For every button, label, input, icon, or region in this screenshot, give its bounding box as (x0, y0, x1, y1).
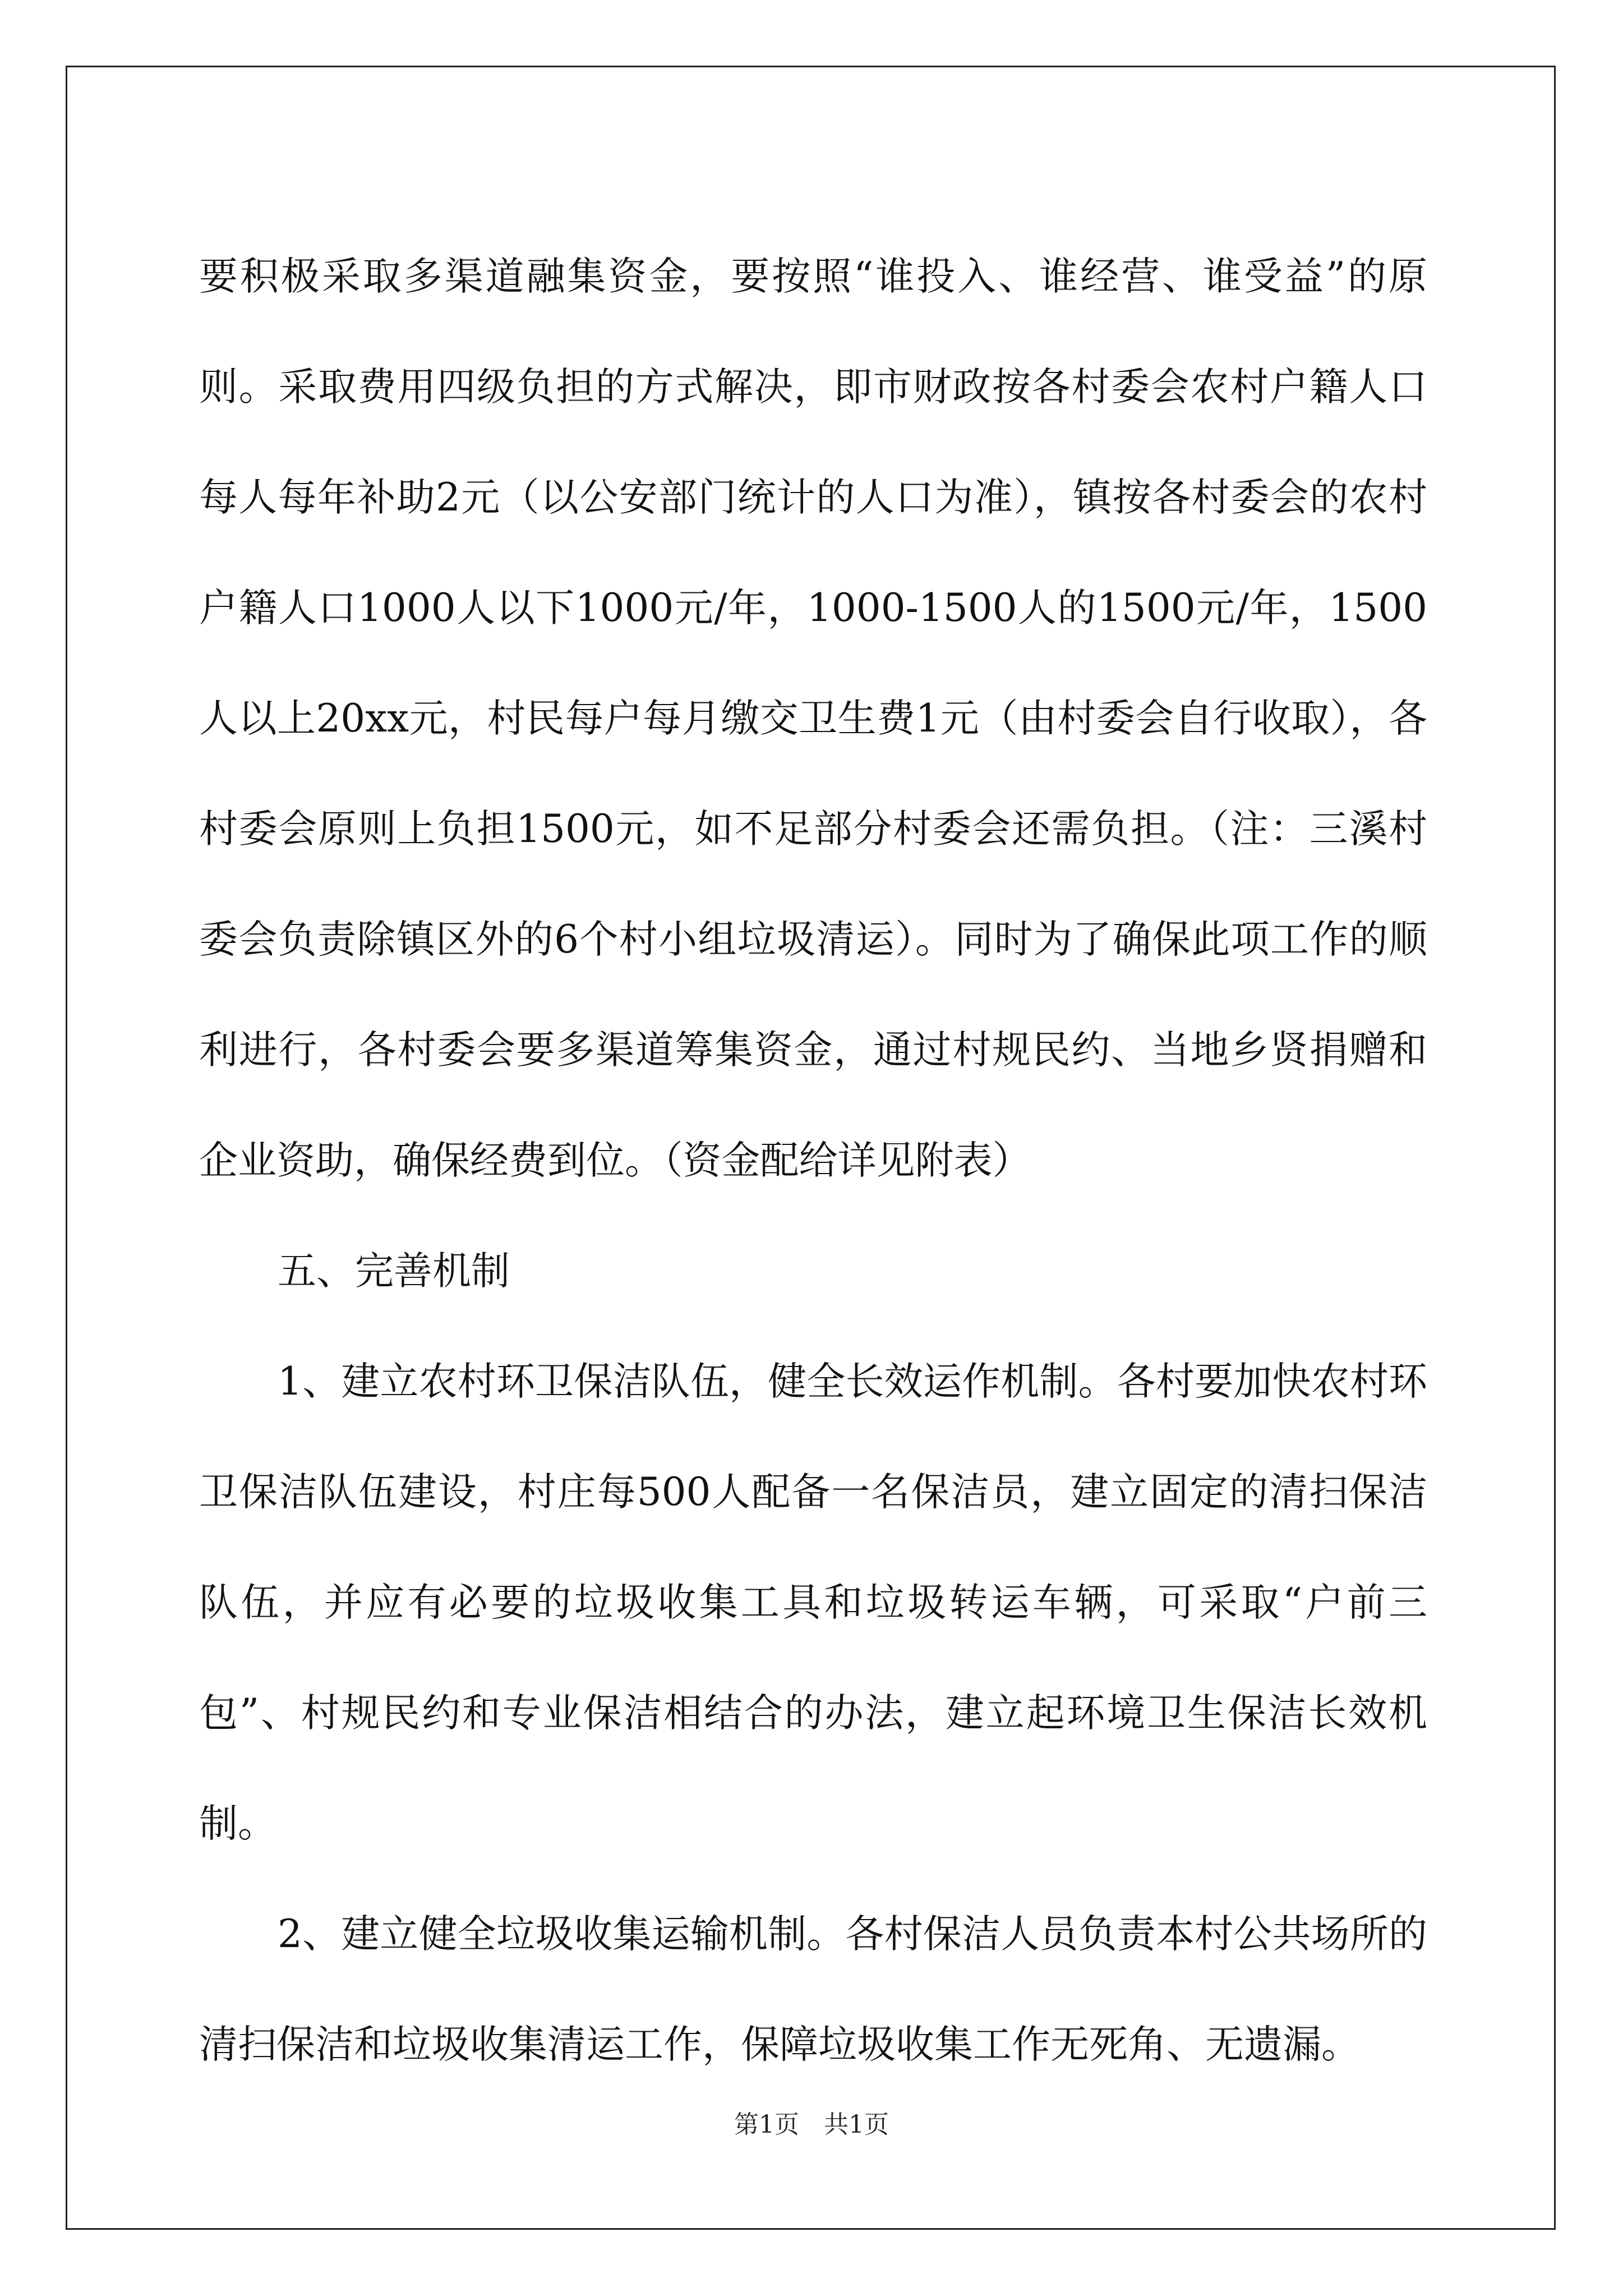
paragraph-funding: 要积极采取多渠道融集资金，要按照“谁投入、谁经营、谁受益”的原则。采取费用四级负担的方式解决，即市财政按各村委会农村户籍人口每人每年补助2元（以公安部门统计的人口为准），镇按各村委会的农村户籍人口1000人以下1000元/年，1000-1500人的1500元/年，1500人以上20xx元，村民每户每月缴交卫生费1元（由村委会自行收取），各村委会原则上负担1500元，如不足部分村委会还需负担。（注：三溪村委会负责除镇区外的6个村小组垃圾清运）。同时为了确保此项工作的顺利进行，各村委会要多渠道筹集资金，通过村规民约、当地乡贤捐赠和企业资助，确保经费到位。（资金配给详见附表） (199, 254, 1427, 1183)
paragraph-garbage-transport: 2、建立健全垃圾收集运输机制。各村保洁人员负责本村公共场所的清扫保洁和垃圾收集清运工作，保障垃圾收集工作无死角、无遗漏。 (199, 1912, 1427, 2067)
paragraph-cleaning-team: 1、建立农村环卫保洁队伍，健全长效运作机制。各村要加快农村环卫保洁队伍建设，村庄每500人配备一名保洁员，建立固定的清扫保洁队伍，并应有必要的垃圾收集工具和垃圾转运车辆，可采取“户前三包”、村规民约和专业保洁相结合的办法，建立起环境卫生保洁长效机制。 (199, 1359, 1427, 1846)
section-heading-improve-mechanism: 五、完善机制 (278, 1249, 510, 1294)
document-body (199, 222, 1427, 2100)
page-number-footer: 第1页 共1页 (734, 2110, 889, 2139)
